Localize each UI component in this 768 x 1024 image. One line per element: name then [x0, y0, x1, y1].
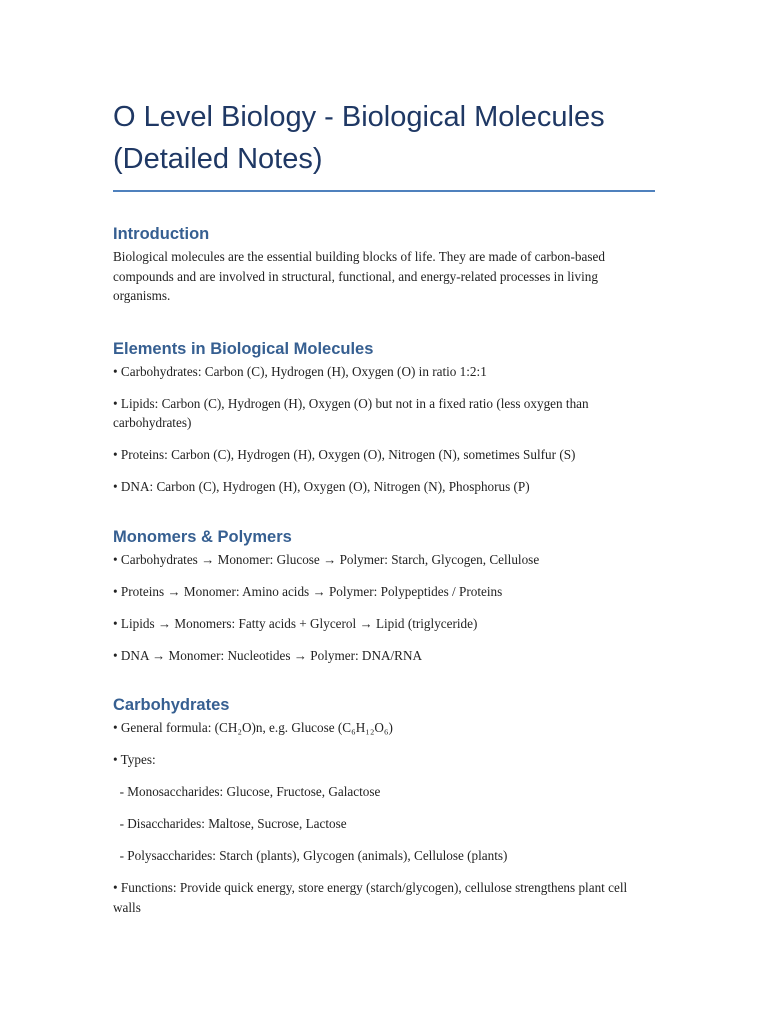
list-item: • Proteins → Monomer: Amino acids → Polymer: Polypeptides / Proteins: [113, 583, 503, 599]
list-item: • Lipids: Carbon (C), Hydrogen (H), Oxygen (O) but not in a fixed ratio (less oxygen than carbohydrates): [113, 395, 589, 430]
list-item: • Functions: Provide quick energy, store energy (starch/glycogen), cellulose strengthens plant cell walls: [113, 880, 628, 915]
document-title: O Level Biology - Biological Molecules (Detailed Notes): [113, 101, 605, 175]
list-item: • General formula: (CH₂O)n, e.g. Glucose (C₆H₁₂O₆): [113, 720, 393, 735]
list-item: • Lipids → Monomers: Fatty acids + Glycerol → Lipid (triglyceride): [113, 615, 478, 631]
carbohydrates-list: [113, 718, 655, 917]
document-page: [113, 96, 655, 930]
list-item: - Monosaccharides: Glucose, Fructose, Galactose: [113, 784, 381, 799]
list-item: - Disaccharides: Maltose, Sucrose, Lactose: [113, 816, 347, 831]
list-item: - Polysaccharides: Starch (plants), Glycogen (animals), Cellulose (plants): [113, 848, 508, 863]
monomers-list: [113, 550, 655, 666]
monomers-heading: Monomers & Polymers: [113, 527, 292, 546]
list-item: • DNA: Carbon (C), Hydrogen (H), Oxygen (O), Nitrogen (N), Phosphorus (P): [113, 479, 530, 494]
list-item: • Carbohydrates: Carbon (C), Hydrogen (H), Oxygen (O) in ratio 1:2:1: [113, 363, 487, 379]
elements-list: [113, 362, 655, 497]
introduction-paragraph: Biological molecules are the essential building blocks of life. They are made of carbon-based compounds and are involved in structural, functional, and energy-related processes in living organisms.: [113, 249, 605, 303]
list-item: • Types:: [113, 752, 156, 767]
list-item: • DNA → Monomer: Nucleotides → Polymer: DNA/RNA: [113, 647, 423, 663]
introduction-heading: Introduction: [113, 225, 210, 243]
list-item: • Carbohydrates → Monomer: Glucose → Polymer: Starch, Glycogen, Cellulose: [113, 551, 540, 567]
elements-heading: Elements in Biological Molecules: [113, 339, 374, 358]
carbohydrates-heading: Carbohydrates: [113, 696, 230, 714]
title-divider: [113, 190, 655, 192]
list-item: • Proteins: Carbon (C), Hydrogen (H), Oxygen (O), Nitrogen (N), sometimes Sulfur (S): [113, 447, 576, 462]
